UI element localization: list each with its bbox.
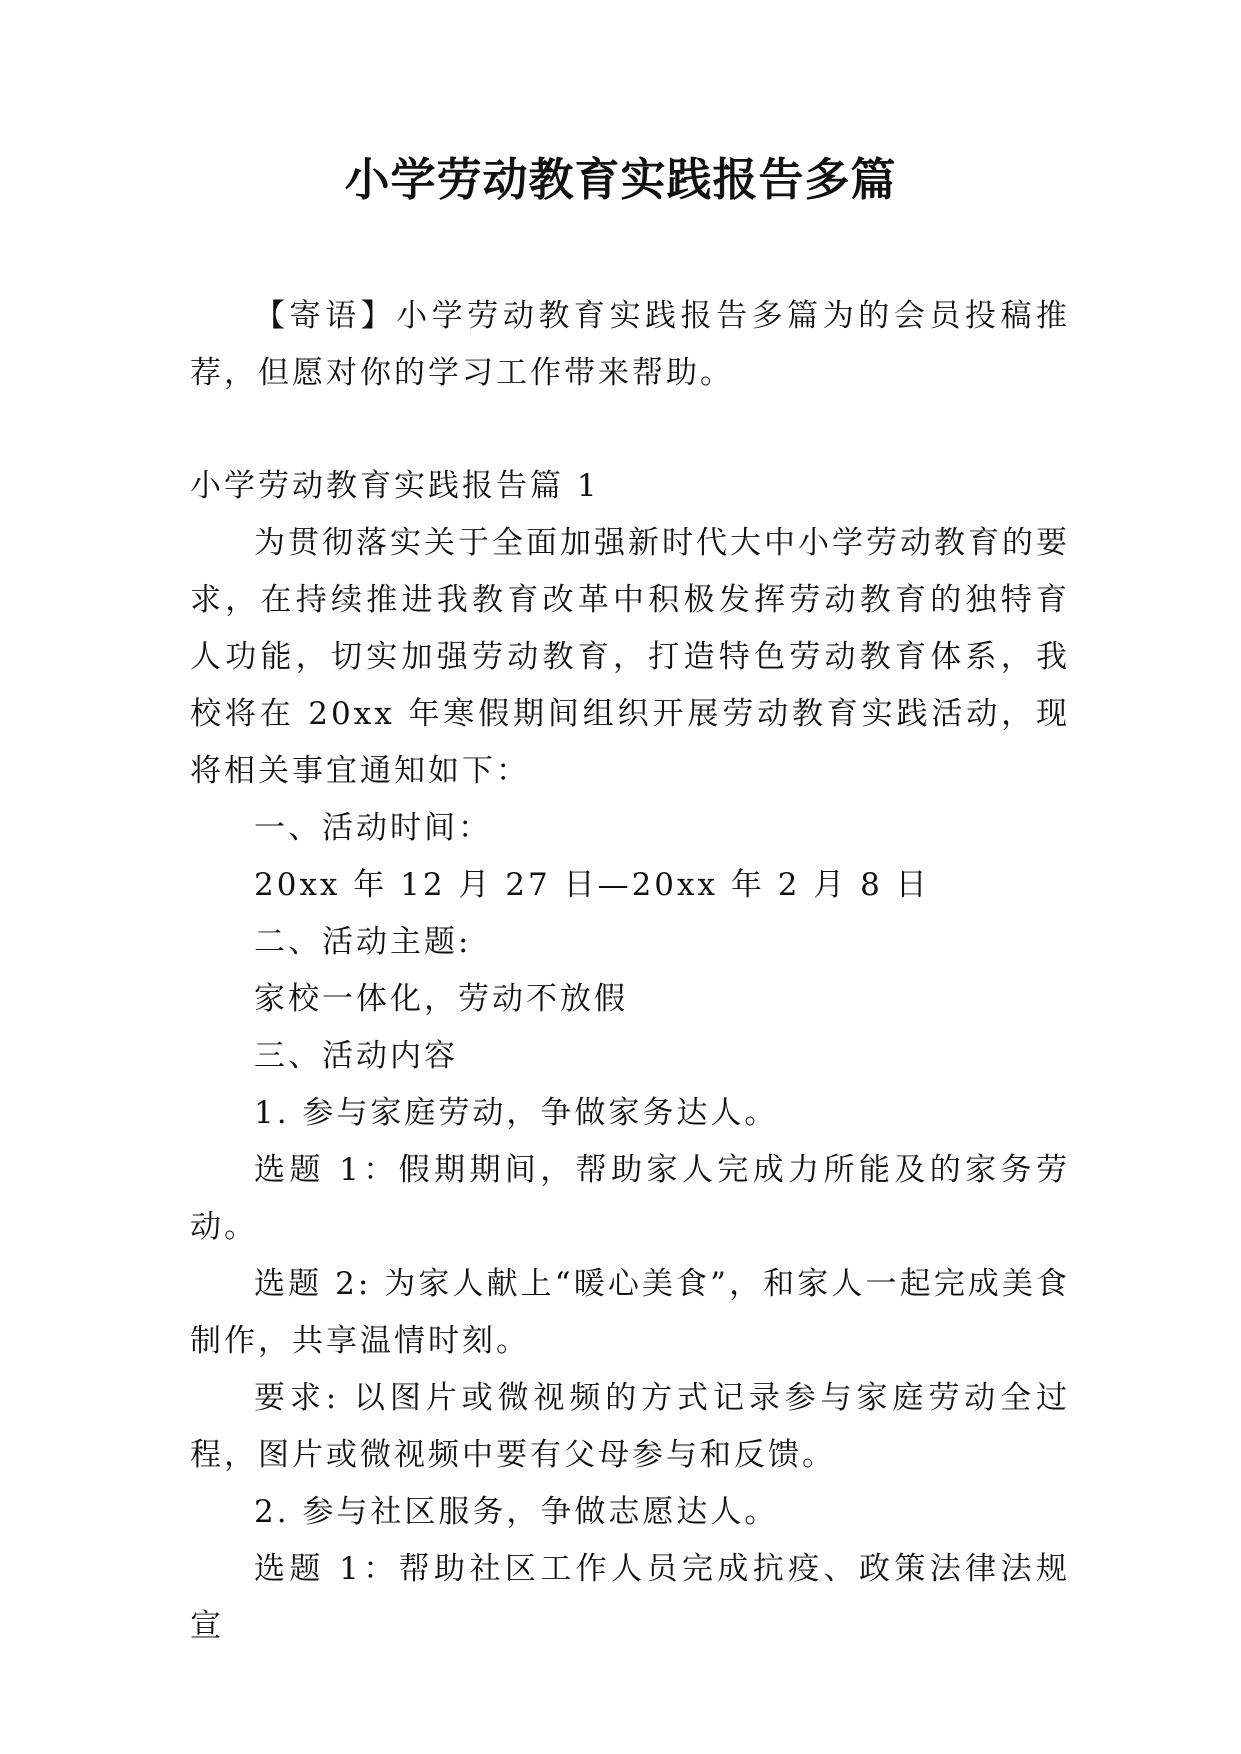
section-title: 小学劳动教育实践报告篇 1 <box>190 468 600 504</box>
body-paragraph: 要求: 以图片或微视频的方式记录参与家庭劳动全过程，图片或微视频中要有父母参与和反馈。 <box>190 1380 1070 1473</box>
body-paragraph: 1. 参与家庭劳动，争做家务达人。 <box>254 1095 779 1131</box>
body-paragraph: 二、活动主题: <box>254 924 472 960</box>
body-paragraph: 家校一体化，劳动不放假 <box>254 981 628 1017</box>
document-body <box>190 288 1070 1655</box>
body-paragraph: 选题 1：假期期间，帮助家人完成力所能及的家务劳动。 <box>190 1152 1070 1245</box>
body-paragraph: 一、活动时间： <box>254 810 492 846</box>
body-paragraph: 为贯彻落实关于全面加强新时代大中小学劳动教育的要求，在持续推进我教育改革中积极发挥劳动教育的独特育人功能，切实加强劳动教育，打造特色劳动教育体系，我校将在 20xx 年寒假期间组织开展劳动教育实践活动，现将相关事宜通知如下： <box>190 525 1070 789</box>
body-paragraph: 三、活动内容 <box>254 1038 458 1074</box>
body-paragraph: 20xx 年 12 月 27 日—20xx 年 2 月 8 日 <box>254 867 930 903</box>
body-paragraph: 2. 参与社区服务，争做志愿达人。 <box>254 1494 779 1530</box>
body-paragraph: 选题 1：帮助社区工作人员完成抗疫、政策法律法规宣 <box>190 1551 1070 1644</box>
body-paragraph: 选题 2: 为家人献上“暖心美食”，和家人一起完成美食制作，共享温情时刻。 <box>190 1266 1070 1359</box>
document-title: 小学劳动教育实践报告多篇 <box>344 153 897 206</box>
preface-paragraph: 【寄语】小学劳动教育实践报告多篇为的会员投稿推荐，但愿对你的学习工作带来帮助。 <box>190 298 1070 391</box>
